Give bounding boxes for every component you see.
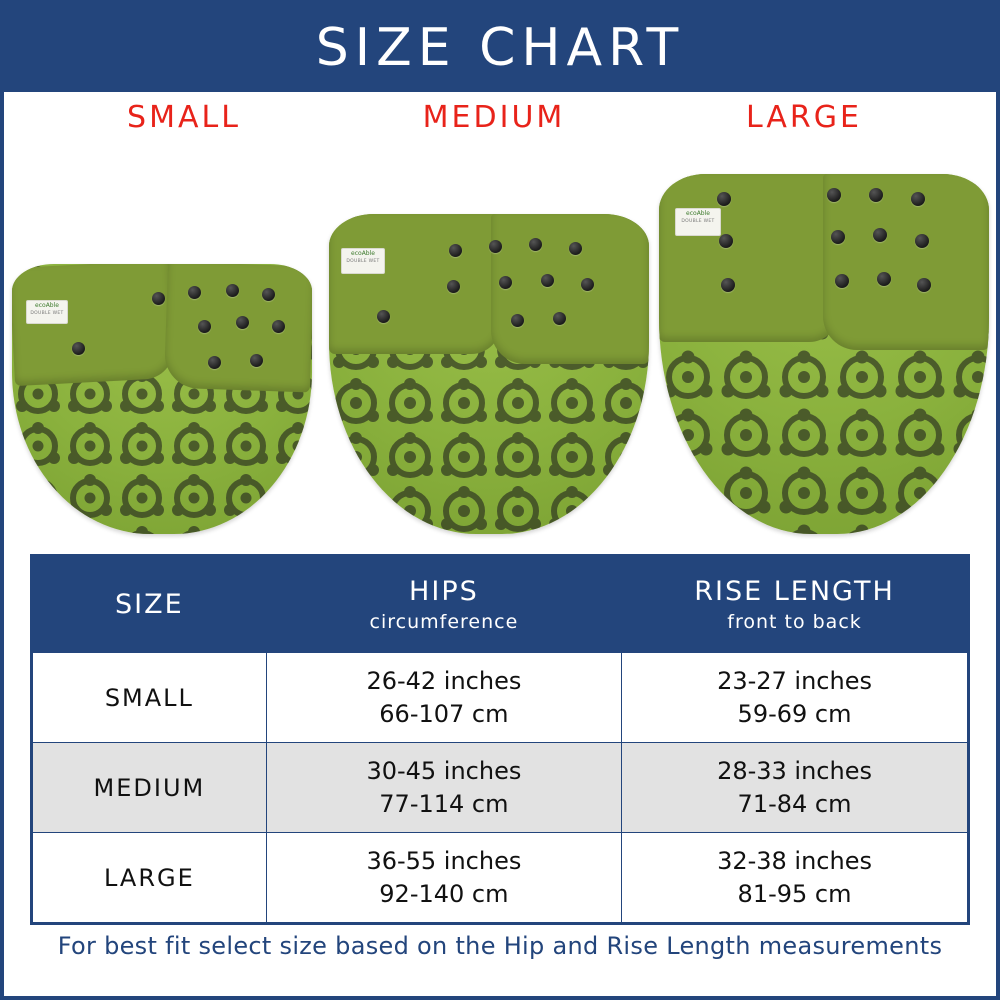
snap-button — [152, 292, 165, 305]
snap-button — [581, 278, 594, 291]
table-row — [33, 653, 968, 743]
brand-tag — [26, 300, 68, 324]
snap-button — [569, 242, 582, 255]
brand-tag-sub: DOUBLE WET — [681, 218, 715, 224]
snap-button — [719, 234, 733, 248]
snap-button — [447, 280, 460, 293]
product-image-small — [12, 264, 312, 534]
label-medium: MEDIUM — [422, 100, 566, 135]
snap-button — [449, 244, 462, 257]
snap-button — [489, 240, 502, 253]
brand-tag-name: ecoAble — [686, 210, 710, 217]
table-row — [33, 743, 968, 833]
snap-button — [250, 354, 263, 367]
snap-button — [873, 228, 887, 242]
snap-button — [198, 320, 211, 333]
footer-note: For best fit select size based on the Hip and Rise Length measurements — [57, 932, 943, 960]
cell-rise: 32-38 inches 81-95 cm — [622, 833, 968, 923]
snap-button — [272, 320, 285, 333]
cell-size: SMALL — [33, 653, 267, 743]
size-table-container — [30, 554, 970, 925]
snap-button — [915, 234, 929, 248]
column-header-hips: HIPS circumference — [266, 557, 621, 653]
snap-button — [721, 278, 735, 292]
header-bar — [4, 4, 996, 92]
diaper-wing-left — [659, 174, 839, 342]
cell-rise: 28-33 inches 71-84 cm — [622, 743, 968, 833]
snap-button — [911, 192, 925, 206]
cell-hips: 36-55 inches 92-140 cm — [266, 833, 621, 923]
snap-button — [499, 276, 512, 289]
snap-button — [717, 192, 731, 206]
brand-tag — [675, 208, 721, 236]
label-large: LARGE — [746, 100, 862, 135]
brand-tag-sub: DOUBLE WET — [346, 258, 380, 264]
size-table — [32, 556, 968, 923]
snap-button — [236, 316, 249, 329]
snap-button — [827, 188, 841, 202]
snap-button — [877, 272, 891, 286]
brand-tag-name: ecoAble — [351, 250, 375, 257]
cell-rise: 23-27 inches 59-69 cm — [622, 653, 968, 743]
snap-button — [208, 356, 221, 369]
snap-button — [831, 230, 845, 244]
brand-tag-sub: DOUBLE WET — [30, 310, 64, 316]
product-image-large — [659, 174, 989, 534]
page-title: SIZE CHART — [315, 18, 685, 78]
size-label-row — [4, 100, 996, 160]
cell-hips: 30-45 inches 77-114 cm — [266, 743, 621, 833]
brand-tag — [341, 248, 385, 274]
snap-button — [553, 312, 566, 325]
snap-button — [835, 274, 849, 288]
cell-hips: 26-42 inches 66-107 cm — [266, 653, 621, 743]
label-small: SMALL — [127, 100, 241, 135]
diaper-wing-right — [823, 174, 989, 350]
snap-button — [917, 278, 931, 292]
snap-button — [72, 342, 85, 355]
snap-button — [262, 288, 275, 301]
snap-button — [529, 238, 542, 251]
diaper-wing-right — [491, 214, 649, 364]
diaper-wing-left — [12, 264, 175, 386]
column-header-rise-length: RISE LENGTH front to back — [622, 557, 968, 653]
table-header-row — [33, 557, 968, 653]
column-header-size: SIZE — [33, 557, 267, 653]
diaper-wing-left — [329, 214, 501, 354]
brand-tag-name: ecoAble — [35, 302, 59, 309]
table-row — [33, 833, 968, 923]
snap-button — [188, 286, 201, 299]
snap-button — [869, 188, 883, 202]
diaper-wing-right — [164, 264, 312, 393]
snap-button — [511, 314, 524, 327]
snap-button — [541, 274, 554, 287]
product-image-row — [4, 154, 996, 534]
product-image-medium — [329, 214, 649, 534]
cell-size: LARGE — [33, 833, 267, 923]
cell-size: MEDIUM — [33, 743, 267, 833]
snap-button — [377, 310, 390, 323]
snap-button — [226, 284, 239, 297]
